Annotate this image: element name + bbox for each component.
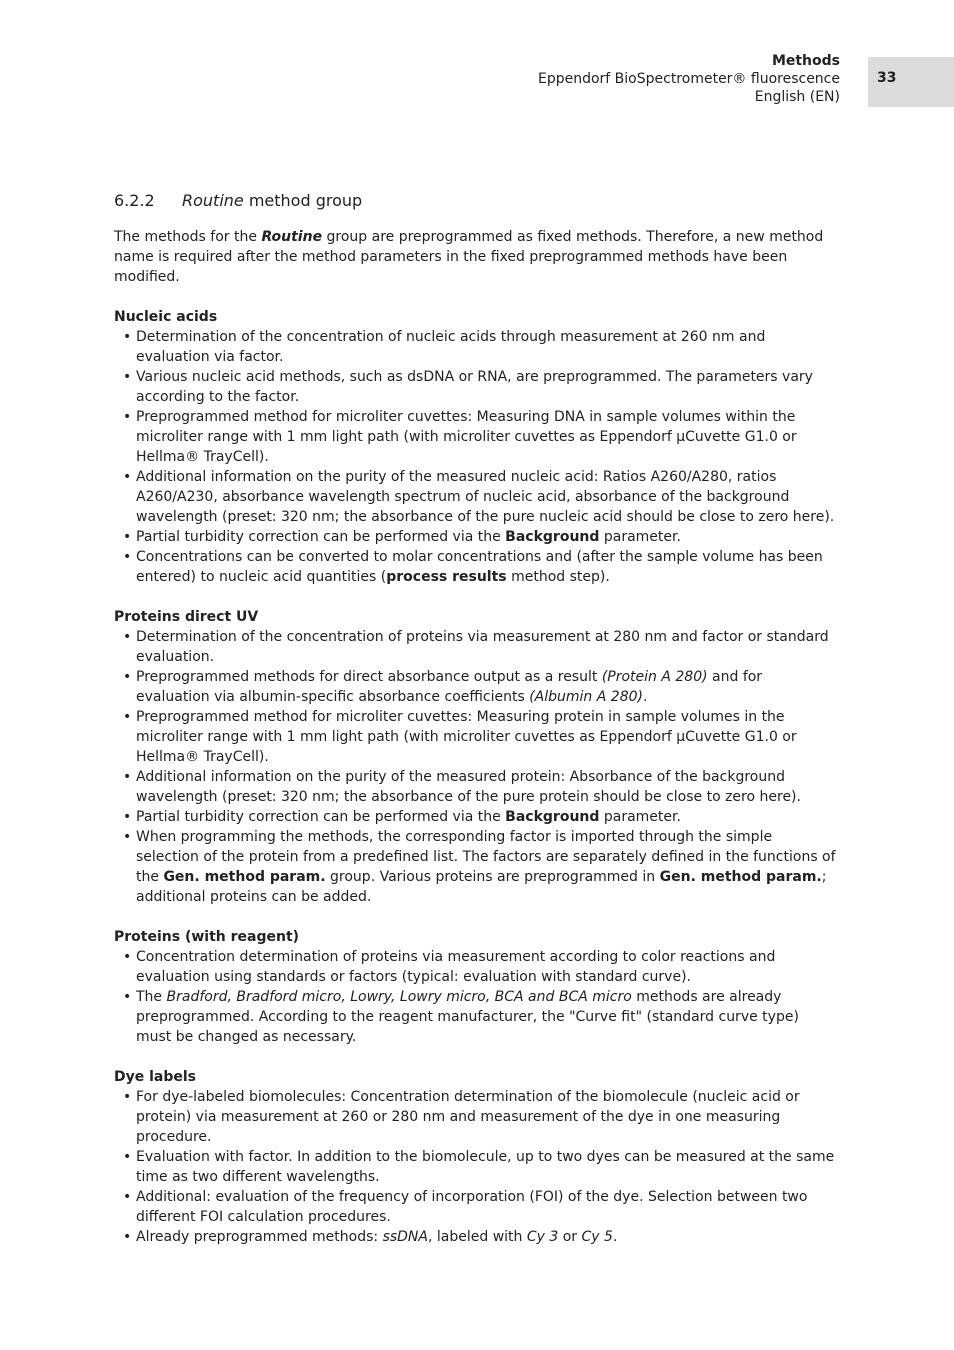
header-section: Methods xyxy=(771,53,840,69)
list-item xyxy=(114,1147,838,1187)
emphasized-text: Background xyxy=(505,809,600,825)
text-run: , labeled with xyxy=(427,1229,527,1245)
text-run: Determination of the concentration of nucleic acids through measurement at 260 nm and evaluation via factor. xyxy=(136,329,766,365)
bullet-list xyxy=(114,1087,838,1247)
subsection xyxy=(114,607,838,907)
list-item xyxy=(114,407,838,467)
list-item xyxy=(114,527,838,547)
list-item xyxy=(114,1227,838,1247)
emphasized-text: process results xyxy=(386,569,507,585)
text-run: Various nucleic acid methods, such as dsDNA or RNA, are preprogrammed. The parameters vary according to the factor. xyxy=(136,369,813,405)
list-item xyxy=(114,947,838,987)
heading-title-italic: Routine xyxy=(182,191,244,210)
text-run: method step). xyxy=(506,569,610,585)
subsection-title: Dye labels xyxy=(114,1069,197,1085)
text-run: For dye-labeled biomolecules: Concentration determination of the biomolecule (nucleic acid or protein) via measurement at 260 or 280 nm and measurement of the dye in one measuring procedure. xyxy=(136,1089,800,1145)
emphasized-text: Cy 3 xyxy=(526,1229,559,1245)
text-run: Additional information on the purity of the measured protein: Absorbance of the background wavelength (preset: 320 nm; the absorbance of the pure protein should be close to zero here). xyxy=(136,769,801,805)
page-number: 33 xyxy=(877,70,897,86)
text-run: Partial turbidity correction can be performed via the xyxy=(136,809,506,825)
text-run: or xyxy=(558,1229,582,1245)
text-run: methods are already preprogrammed. According to the reagent manufacturer, the "Curve fit" (standard curve type) must be changed as necessary. xyxy=(136,989,799,1045)
emphasized-text: (Protein A 280) xyxy=(601,669,708,685)
bullet-list xyxy=(114,627,838,907)
emphasized-text: Bradford, Bradford micro, Lowry, Lowry micro, BCA and BCA micro xyxy=(166,989,632,1005)
text-run: The xyxy=(136,989,167,1005)
header-language: English (EN) xyxy=(754,89,840,105)
list-item xyxy=(114,467,838,527)
text-run: When programming the methods, the corresponding factor is imported through the simple selection of the protein from a predefined list. The factors are separately defined in the functions of the xyxy=(136,829,836,885)
text-run: . xyxy=(642,689,648,705)
list-item xyxy=(114,327,838,367)
text-run: Evaluation with factor. In addition to the biomolecule, up to two dyes can be measured at the same time as two different wavelengths. xyxy=(136,1149,835,1185)
subsection xyxy=(114,1067,838,1247)
emphasized-text: Gen. method param. xyxy=(163,869,326,885)
section-list xyxy=(114,307,838,1247)
section-heading xyxy=(114,190,838,212)
emphasized-text: (Albumin A 280) xyxy=(529,689,643,705)
page-content xyxy=(114,190,838,1247)
list-item xyxy=(114,367,838,407)
emphasized-text: Background xyxy=(505,529,600,545)
text-run: Preprogrammed method for microliter cuvettes: Measuring DNA in sample volumes within the microliter range with 1 mm light path (with microliter cuvettes as Eppendorf µCuvette G1.0 or Hellma® TrayCell). xyxy=(136,409,797,465)
text-run: parameter. xyxy=(599,529,681,545)
text-run: group. Various proteins are preprogrammed in xyxy=(325,869,660,885)
list-item xyxy=(114,1187,838,1227)
emphasized-text: ssDNA xyxy=(382,1229,428,1245)
subsection-title: Proteins direct UV xyxy=(114,609,259,625)
subsection-title: Nucleic acids xyxy=(114,309,218,325)
text-run: . xyxy=(612,1229,618,1245)
bullet-list xyxy=(114,947,838,1047)
text-run: Preprogrammed method for microliter cuvettes: Measuring protein in sample volumes in the microliter range with 1 mm light path (with microliter cuvettes as Eppendorf µCuvette G1.0 or Hellma® TrayCell). xyxy=(136,709,797,765)
text-run: and for evaluation via albumin-specific absorbance coefficients xyxy=(136,669,763,705)
list-item xyxy=(114,667,838,707)
subsection-title: Proteins (with reagent) xyxy=(114,929,300,945)
header-product: Eppendorf BioSpectrometer® fluorescence xyxy=(537,71,840,87)
text-run: Preprogrammed methods for direct absorbance output as a result xyxy=(136,669,602,685)
subsection xyxy=(114,927,838,1047)
list-item xyxy=(114,807,838,827)
intro-paragraph xyxy=(114,227,838,287)
text-run: Determination of the concentration of proteins via measurement at 280 nm and factor or standard evaluation. xyxy=(136,629,829,665)
list-item xyxy=(114,827,838,907)
text-run: Already preprogrammed methods: xyxy=(136,1229,383,1245)
text-run: The methods for the xyxy=(114,229,262,245)
text-run: Concentration determination of proteins via measurement according to color reactions and evaluation using standards or factors (typical: evaluation with standard curve). xyxy=(136,949,776,985)
text-run: Concentrations can be converted to molar concentrations and (after the sample volume has been entered) to nucleic acid quantities ( xyxy=(136,549,823,585)
text-run: group are preprogrammed as fixed methods. Therefore, a new method name is required after the method parameters in the fixed preprogrammed methods have been modified. xyxy=(114,229,824,285)
text-run: parameter. xyxy=(599,809,681,825)
page-number-box xyxy=(868,57,954,107)
heading-number: 6.2.2 xyxy=(114,191,155,210)
subsection xyxy=(114,307,838,587)
running-header xyxy=(538,52,840,106)
list-item xyxy=(114,627,838,667)
list-item xyxy=(114,767,838,807)
list-item xyxy=(114,987,838,1047)
emphasized-text: Gen. method param. xyxy=(659,869,822,885)
bullet-list xyxy=(114,327,838,587)
text-run: Additional information on the purity of the measured nucleic acid: Ratios A260/A280, ratios A260/A230, absorbance wavelength spectrum of nucleic acid, absorbance of the background wavelength (preset: 320 nm; the absorbance of the pure nucleic acid should be close to zero here). xyxy=(136,469,835,525)
text-run: Additional: evaluation of the frequency of incorporation (FOI) of the dye. Selection between two different FOI calculation procedures. xyxy=(136,1189,808,1225)
text-run: ; additional proteins can be added. xyxy=(136,869,827,905)
text-run: Partial turbidity correction can be performed via the xyxy=(136,529,506,545)
emphasized-text: Cy 5 xyxy=(581,1229,613,1245)
emphasized-text: Routine xyxy=(261,229,323,245)
list-item xyxy=(114,1087,838,1147)
list-item xyxy=(114,707,838,767)
list-item xyxy=(114,547,838,587)
heading-title-rest: method group xyxy=(243,191,363,210)
